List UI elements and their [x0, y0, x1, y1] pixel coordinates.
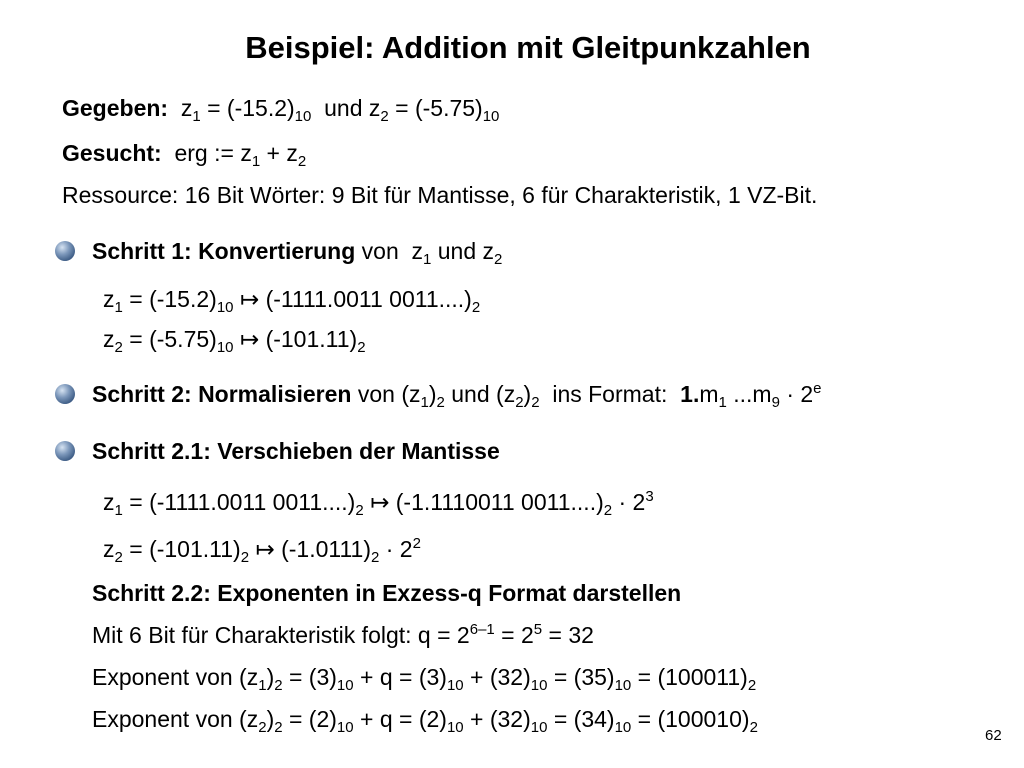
step2-heading: Schritt 2: Normalisieren	[92, 381, 352, 407]
characteristic-line: Mit 6 Bit für Charakteristik folgt: $q = 2^{6-1} = 2^5 = 32$	[92, 621, 594, 648]
wanted-text: erg := z	[174, 140, 252, 166]
exponent-z2-result: (100010)	[657, 706, 750, 732]
given-label: Gegeben:	[62, 95, 169, 121]
conversion-z1: $z_1 = (-15.2)_{10}$ ↦ (-1111.0011 $0011....)_2$	[103, 286, 481, 316]
wanted-label: Gesucht:	[62, 140, 162, 166]
bullet-icon	[55, 384, 75, 404]
resource-line: Ressource: 16 Bit Wörter: 9 Bit für Mantisse, 6 für Charakteristik, 1 VZ-Bit.	[62, 182, 818, 208]
exponent-z1-line: Exponent von $(z_1)_2 = (3)_{10} + q = (3)_{10} + (32)_{10} = (35)_{10} = (100011)_2$	[92, 664, 757, 694]
slide-title: Beispiel: Addition mit Gleitpunkzahlen	[245, 30, 811, 65]
shift-z2: $z_2 = (-101.11)_2$ ↦ $(-1.0111)_2 \cdot 2^2$	[103, 535, 421, 566]
bullet-icon	[55, 241, 75, 261]
conversion-z2: $z_2 = (-5.75)_{10}$ ↦ $(-101.11)_2$	[103, 326, 366, 356]
conversion-z2-result: (-101.11)	[265, 326, 358, 352]
shift-z1-result: (-1.1110011 0011....)	[395, 489, 604, 515]
q-value: 32	[568, 622, 594, 648]
format-leading-one: 1.	[680, 381, 700, 407]
given-and: und	[324, 95, 363, 121]
step2-heading-line: Schritt 2: Normalisieren von $(z_1)_2$ und $(z_2)_2$ ins Format: $1.m_1$ $...m_9 \cdot 2^e$	[92, 380, 822, 411]
step2-format-text: ins Format:	[552, 381, 668, 407]
page-number: 62	[985, 727, 1002, 744]
exponent-z2-line: Exponent von $(z_2)_2 = (2)_{10} + q = (2)_{10} + (32)_{10} = (34)_{10} = (100010)_2$	[92, 706, 758, 736]
given-z2-value: (-5.75)	[414, 95, 483, 121]
bullet-icon	[55, 441, 75, 461]
step22-heading: Schritt 2.2: Exponenten in Exzess-q Format darstellen	[92, 580, 682, 606]
given-z1-value: (-15.2)	[226, 95, 295, 121]
step1-heading: Schritt 1: Konvertierung	[92, 238, 356, 264]
conversion-z1-result: (-1111.0011 0011....)	[265, 286, 472, 312]
shift-z1: $z_1 = (-1111.0011$ $0011....)_2$ ↦ (-1.1110011 $0011....)_2 \cdot 2^3$	[103, 488, 654, 519]
step21-heading: Schritt 2.1: Verschieben der Mantisse	[92, 438, 500, 464]
step1-heading-line: Schritt 1: Konvertierung von $z_1$ und $z_2$	[92, 238, 503, 268]
shift-z2-result: (-1.0111)	[281, 536, 372, 562]
given-line: Gegeben: $z_1 = (-15.2)_{10}$ und $z_2 = (-5.75)_{10}$	[62, 95, 500, 125]
wanted-line: Gesucht: erg := $z_1 + z_2$	[62, 140, 307, 170]
exponent-z1-result: (100011)	[657, 664, 748, 690]
step1-text: von	[361, 238, 399, 264]
